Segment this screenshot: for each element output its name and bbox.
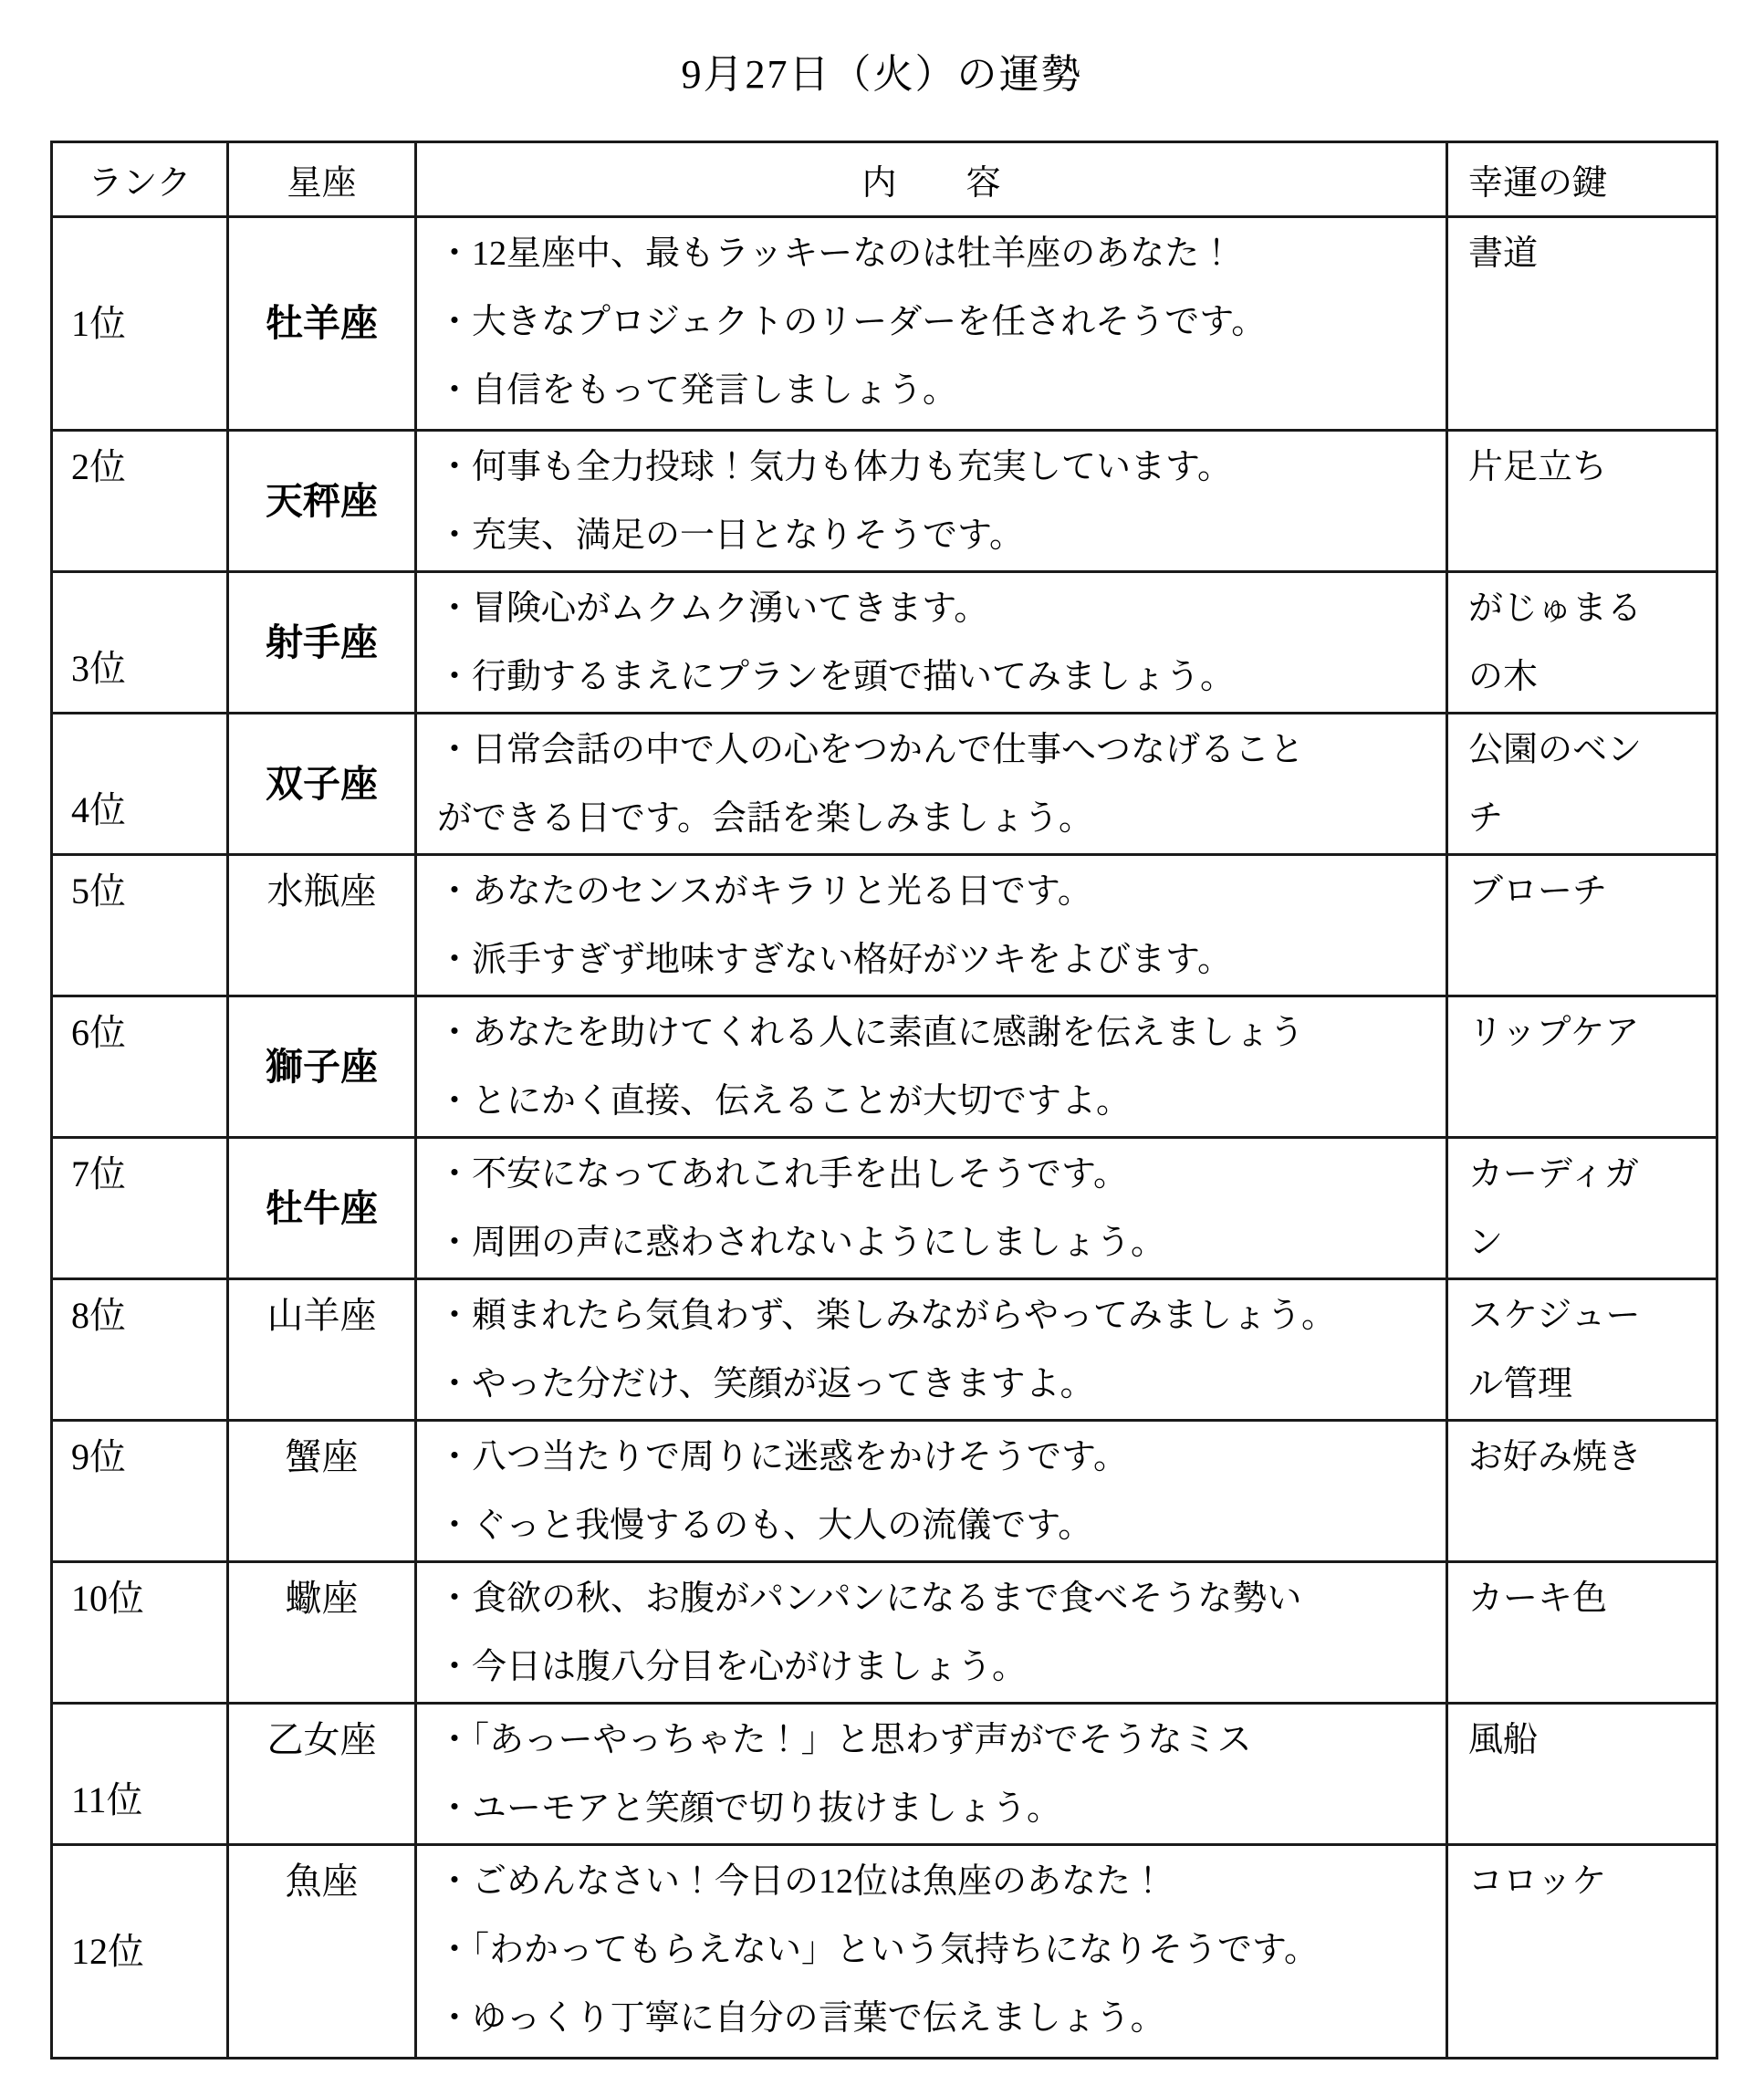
content-cell xyxy=(416,1704,1447,1845)
lucky-key-line: 片足立ち xyxy=(1468,448,1608,486)
rank-cell: 3位 xyxy=(52,572,228,714)
lucky-key-line: チ xyxy=(1468,799,1504,838)
rank-cell: 7位 xyxy=(52,1138,228,1279)
table-header-row xyxy=(52,142,1717,217)
content-line: ・「あっーやっちゃた！」と思わず声がでそうなミス xyxy=(437,1721,1252,1759)
lucky-key-cell xyxy=(1447,1845,1717,2059)
rank-cell: 5位 xyxy=(52,855,228,996)
rank-cell: 4位 xyxy=(52,714,228,855)
content-line: ・ユーモアと笑顔で切り抜けましょう。 xyxy=(437,1789,1062,1828)
column-header-sign: 星座 xyxy=(228,142,416,217)
lucky-key-line: コロッケ xyxy=(1468,1862,1607,1901)
content-line: ・ぐっと我慢するのも、大人の流儀です。 xyxy=(437,1507,1093,1545)
lucky-key-cell xyxy=(1447,431,1717,572)
table-row xyxy=(52,217,1717,431)
content-cell xyxy=(416,1138,1447,1279)
lucky-key-cell xyxy=(1447,217,1717,431)
rank-cell: 10位 xyxy=(52,1562,228,1704)
rank-cell: 2位 xyxy=(52,431,228,572)
lucky-key-line: 風船 xyxy=(1468,1721,1539,1759)
horoscope-table xyxy=(50,141,1718,2060)
zodiac-sign-cell: 山羊座 xyxy=(228,1279,416,1421)
table-row xyxy=(52,1704,1717,1845)
lucky-key-cell xyxy=(1447,855,1717,996)
content-line: ・やった分だけ、笑顔が返ってきますよ。 xyxy=(437,1365,1095,1403)
lucky-key-line: スケジュー xyxy=(1468,1297,1641,1335)
lucky-key-cell xyxy=(1447,996,1717,1138)
table-row xyxy=(52,855,1717,996)
zodiac-sign-cell: 魚座 xyxy=(228,1845,416,2059)
content-cell xyxy=(416,431,1447,572)
rank-cell: 6位 xyxy=(52,996,228,1138)
zodiac-sign-cell: 乙女座 xyxy=(228,1704,416,1845)
lucky-key-line: の木 xyxy=(1468,658,1539,696)
rank-cell: 12位 xyxy=(52,1845,228,2059)
column-header-rank: ランク xyxy=(52,142,228,217)
content-line: ・何事も全力投球！気力も体力も充実しています。 xyxy=(437,448,1232,486)
table-row xyxy=(52,1845,1717,2059)
content-line: ・ごめんなさい！今日の12位は魚座のあなた！ xyxy=(437,1862,1166,1901)
lucky-key-line: リップケア xyxy=(1468,1014,1640,1052)
zodiac-sign-cell: 水瓶座 xyxy=(228,855,416,996)
content-line: ・八つ当たりで周りに迷惑をかけそうです。 xyxy=(437,1438,1128,1476)
zodiac-sign-cell: 双子座 xyxy=(228,714,416,855)
lucky-key-line: カーディガ xyxy=(1468,1155,1639,1194)
content-line: ・周囲の声に惑わされないようにしましょう。 xyxy=(437,1224,1166,1262)
content-line: ・今日は腹八分目を心がけましょう。 xyxy=(437,1648,1028,1686)
rank-cell: 8位 xyxy=(52,1279,228,1421)
content-line: ・あなたのセンスがキラリと光る日です。 xyxy=(437,872,1092,911)
rank-cell: 9位 xyxy=(52,1421,228,1562)
table-row xyxy=(52,431,1717,572)
lucky-key-line: ブローチ xyxy=(1468,872,1608,911)
lucky-key-line: 公園のベン xyxy=(1468,731,1643,769)
content-line: ・ゆっくり丁寧に自分の言葉で伝えましょう。 xyxy=(437,1999,1165,2038)
table-row xyxy=(52,1562,1717,1704)
column-header-lucky-key: 幸運の鍵 xyxy=(1447,142,1717,217)
lucky-key-line: お好み焼き xyxy=(1468,1438,1643,1476)
zodiac-sign-cell: 天秤座 xyxy=(228,431,416,572)
rank-cell: 11位 xyxy=(52,1704,228,1845)
table-row xyxy=(52,572,1717,714)
table-row xyxy=(52,1421,1717,1562)
lucky-key-line: カーキ色 xyxy=(1468,1580,1608,1618)
content-cell xyxy=(416,1845,1447,2059)
lucky-key-cell xyxy=(1447,1562,1717,1704)
content-cell xyxy=(416,1562,1447,1704)
zodiac-sign-cell: 獅子座 xyxy=(228,996,416,1138)
zodiac-sign-cell: 蠍座 xyxy=(228,1562,416,1704)
content-line: ・大きなプロジェクトのリーダーを任されそうです。 xyxy=(437,303,1267,341)
table-row xyxy=(52,714,1717,855)
table-row xyxy=(52,996,1717,1138)
lucky-key-cell xyxy=(1447,1704,1717,1845)
lucky-key-line: 書道 xyxy=(1468,235,1539,273)
zodiac-sign-cell: 射手座 xyxy=(228,572,416,714)
content-line: ・頼まれたら気負わず、楽しみながらやってみましょう。 xyxy=(437,1297,1336,1335)
content-cell xyxy=(416,1279,1447,1421)
content-cell xyxy=(416,714,1447,855)
lucky-key-line: ル管理 xyxy=(1468,1365,1573,1403)
content-line: ・12星座中、最もラッキーなのは牡羊座のあなた！ xyxy=(437,235,1235,273)
table-row xyxy=(52,1138,1717,1279)
content-line: ・行動するまえにプランを頭で描いてみましょう。 xyxy=(437,658,1236,696)
table-row xyxy=(52,1279,1717,1421)
content-cell xyxy=(416,572,1447,714)
lucky-key-line: ン xyxy=(1468,1224,1504,1262)
lucky-key-cell xyxy=(1447,1279,1717,1421)
lucky-key-cell xyxy=(1447,572,1717,714)
zodiac-sign-cell: 牡羊座 xyxy=(228,217,416,431)
content-line: ・自信をもって発言しましょう。 xyxy=(437,371,958,410)
content-line: ・とにかく直接、伝えることが大切ですよ。 xyxy=(437,1082,1132,1121)
content-cell xyxy=(416,996,1447,1138)
lucky-key-cell xyxy=(1447,1138,1717,1279)
content-line: ・あなたを助けてくれる人に素直に感謝を伝えましょう xyxy=(437,1014,1305,1052)
content-line: ・冒険心がムクムク湧いてきます。 xyxy=(437,589,989,628)
content-line: ・食欲の秋、お腹がパンパンになるまで食べそうな勢い xyxy=(437,1580,1302,1618)
content-line: ・派手すぎず地味すぎない格好がツキをよびます。 xyxy=(437,941,1232,979)
content-cell xyxy=(416,217,1447,431)
rank-cell: 1位 xyxy=(52,217,228,431)
content-cell xyxy=(416,1421,1447,1562)
zodiac-sign-cell: 牡牛座 xyxy=(228,1138,416,1279)
content-line: ・日常会話の中で人の心をつかんで仕事へつなげること xyxy=(437,731,1305,769)
zodiac-sign-cell: 蟹座 xyxy=(228,1421,416,1562)
column-header-content: 内 容 xyxy=(416,142,1447,217)
content-line: ・「わかってもらえない」という気持ちになりそうです。 xyxy=(437,1931,1319,1969)
content-cell xyxy=(416,855,1447,996)
content-line: ・充実、満足の一日となりそうです。 xyxy=(437,516,1024,555)
page-title: 9月27日（火）の運勢 xyxy=(681,52,1083,97)
lucky-key-cell xyxy=(1447,714,1717,855)
content-line: ができる日です。会話を楽しみましょう。 xyxy=(437,799,1093,838)
lucky-key-cell xyxy=(1447,1421,1717,1562)
content-line: ・不安になってあれこれ手を出しそうです。 xyxy=(437,1155,1128,1194)
lucky-key-line: がじゅまる xyxy=(1468,589,1643,628)
